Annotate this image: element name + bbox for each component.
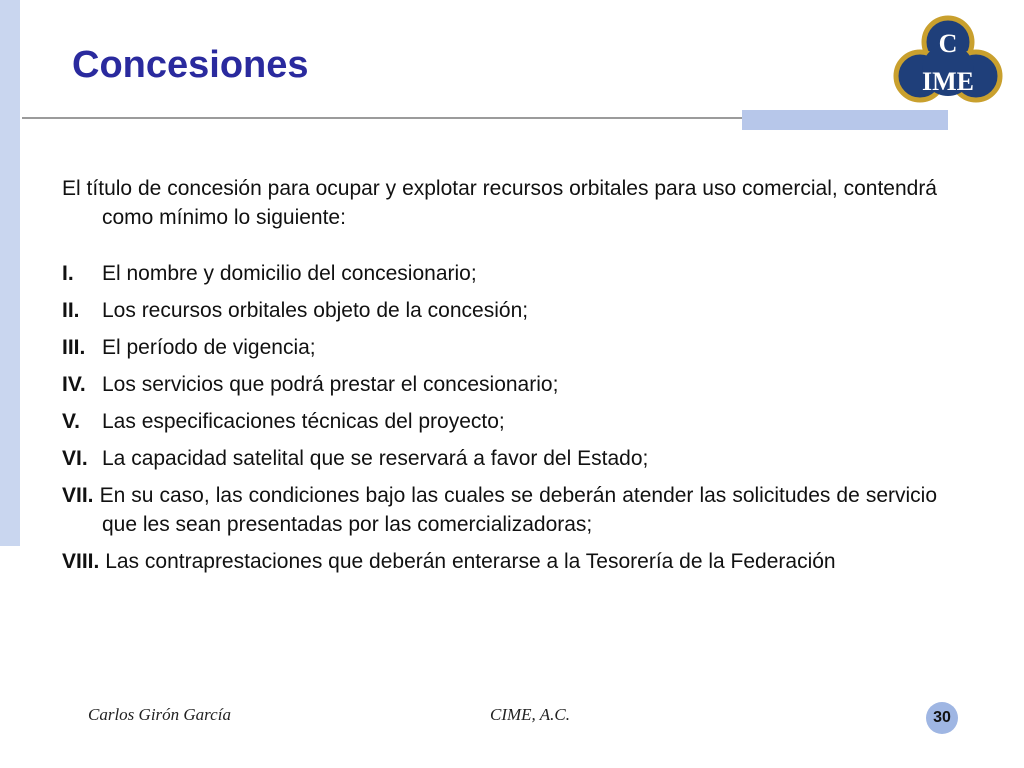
logo-letters-ime: IME: [922, 67, 974, 96]
requirements-list: [62, 259, 937, 576]
item-number: III.: [62, 336, 86, 359]
title-accent-bar: [742, 110, 948, 130]
footer-organization: CIME, A.C.: [490, 705, 570, 724]
item-number: I.: [62, 262, 74, 285]
cime-logo-icon: [893, 14, 1003, 110]
item-text: Las contraprestaciones que deberán enterarse a la Tesorería de la Federación: [105, 550, 836, 573]
item-number: VII.: [62, 484, 94, 507]
footer-author: Carlos Girón García: [88, 705, 231, 724]
item-text: Las especificaciones técnicas del proyecto;: [102, 410, 505, 433]
item-number: II.: [62, 299, 80, 322]
item-number: IV.: [62, 373, 86, 396]
item-text: Los servicios que podrá prestar el concesionario;: [102, 373, 559, 396]
slide-title: Concesiones: [72, 44, 309, 86]
item-text: El período de vigencia;: [102, 336, 316, 359]
item-text: En su caso, las condiciones bajo las cuales se deberán atender las solicitudes de servicio que les sean presentadas por las comercializadoras;: [99, 484, 937, 536]
slide-body: [62, 174, 937, 584]
list-item: [62, 370, 937, 399]
list-item: [62, 407, 937, 436]
page-number-badge: 30: [926, 702, 958, 734]
list-item: [62, 547, 937, 576]
logo-letter-c: C: [938, 29, 958, 58]
intro-paragraph: El título de concesión para ocupar y explotar recursos orbitales para uso comercial, contendrá como mínimo lo siguiente:: [62, 177, 937, 229]
left-accent-bar: [0, 0, 20, 546]
item-text: Los recursos orbitales objeto de la concesión;: [102, 299, 529, 322]
item-text: La capacidad satelital que se reservará a favor del Estado;: [102, 447, 649, 470]
list-item: [62, 333, 937, 362]
item-number: VI.: [62, 447, 88, 470]
item-number: VIII.: [62, 550, 100, 573]
list-item: [62, 444, 937, 473]
list-item: [62, 259, 937, 288]
item-text: El nombre y domicilio del concesionario;: [102, 262, 477, 285]
list-item: [62, 481, 937, 539]
list-item: [62, 296, 937, 325]
item-number: V.: [62, 410, 80, 433]
